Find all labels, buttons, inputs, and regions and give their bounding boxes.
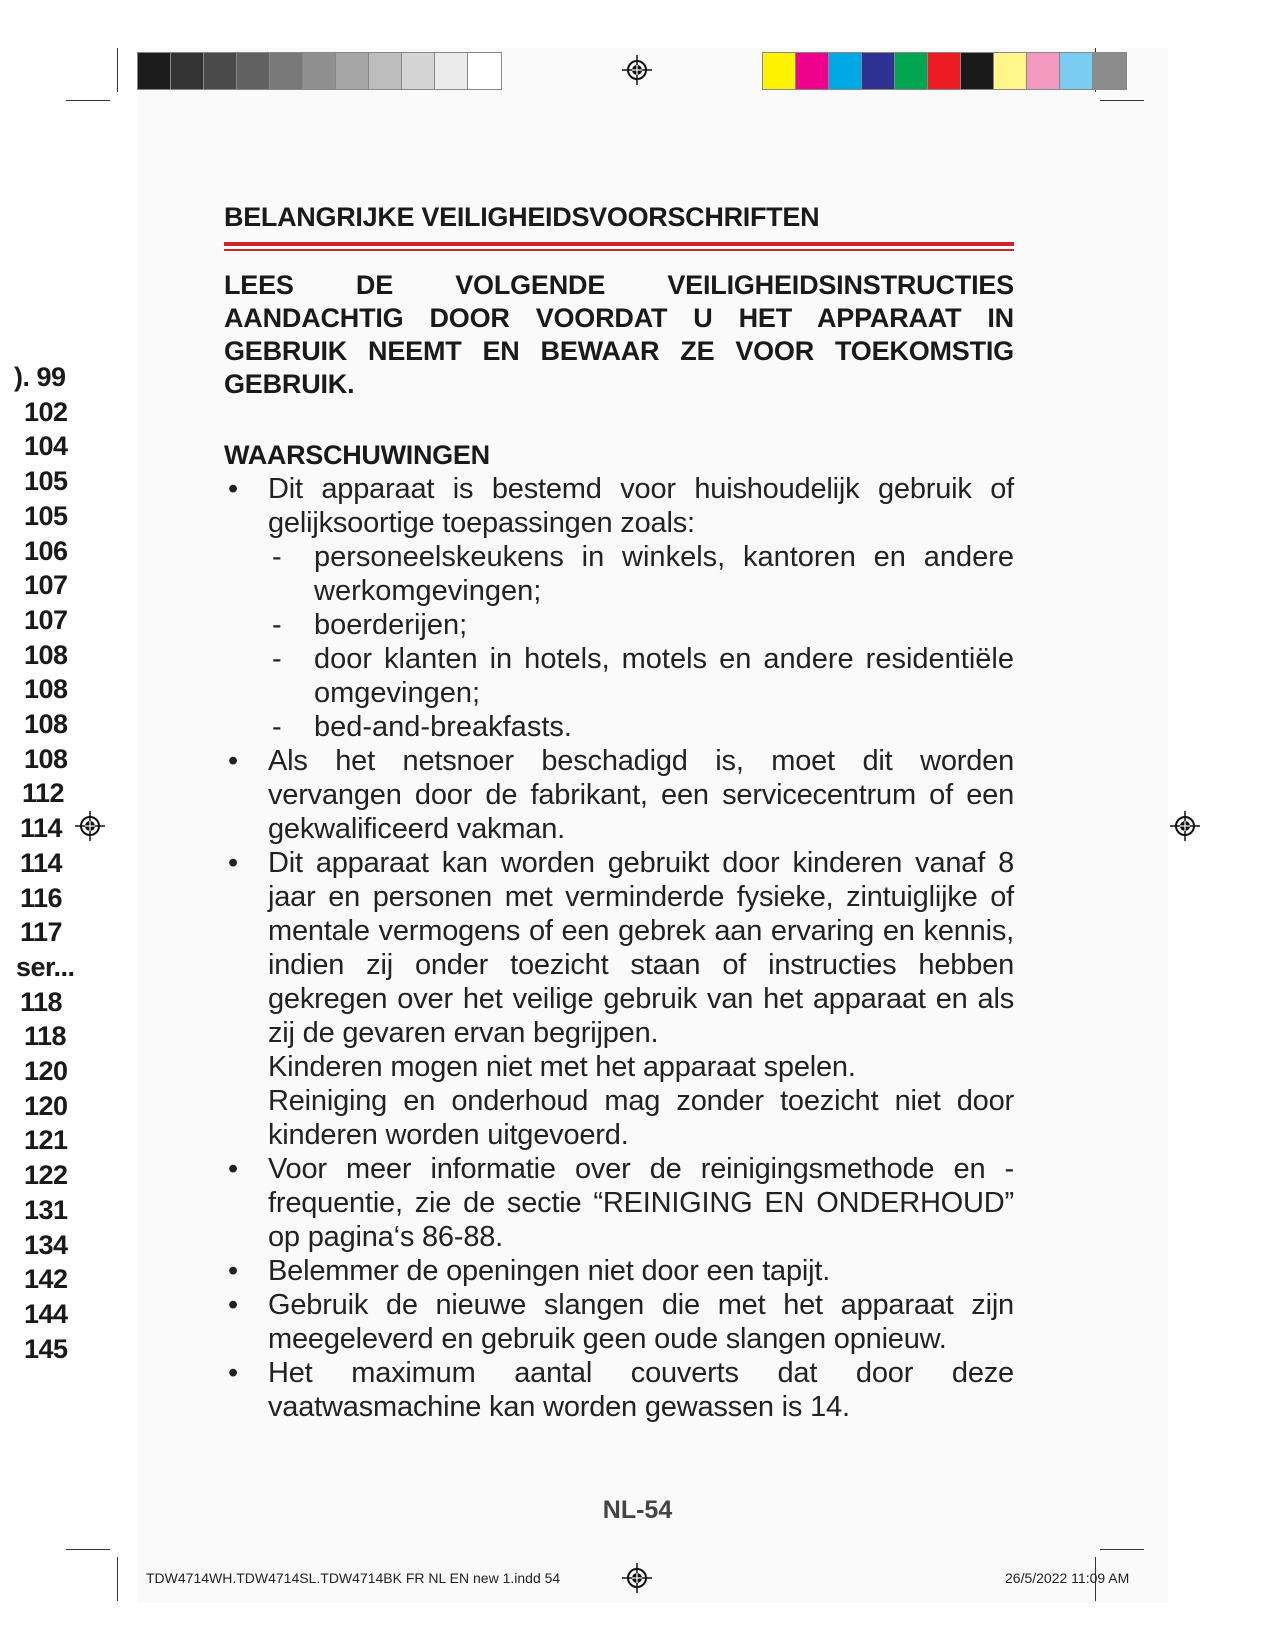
index-page-ref: 114	[20, 847, 63, 878]
color-swatch	[1060, 53, 1093, 89]
color-swatch	[435, 53, 468, 89]
bullet-text: Als het netsnoer beschadigd is, moet dit worden vervangen door de fabrikant, een servicecentrum of een gekwalificeerd vakman.	[268, 745, 1014, 845]
main-content	[224, 200, 1014, 1424]
color-swatch	[1093, 53, 1126, 89]
index-page-ref: 114	[20, 813, 63, 844]
registration-mark-icon	[622, 1563, 652, 1593]
color-swatch	[369, 53, 402, 89]
color-swatch	[928, 53, 961, 89]
bullet-icon: •	[228, 473, 238, 505]
bullet-item	[224, 1254, 1014, 1288]
index-page-ref: 116	[20, 882, 63, 913]
registration-mark-icon	[622, 55, 652, 85]
index-page-ref: 107	[24, 604, 68, 635]
bullet-icon: •	[228, 1255, 238, 1287]
color-swatch	[1027, 53, 1060, 89]
color-swatch	[303, 53, 336, 89]
bullet-item	[224, 472, 1014, 540]
color-swatch	[336, 53, 369, 89]
color-swatch	[895, 53, 928, 89]
bullet-paragraph: Kinderen mogen niet met het apparaat spelen.	[268, 1051, 856, 1083]
index-page-ref: 107	[24, 570, 68, 601]
crop-mark	[1100, 1549, 1144, 1550]
color-swatch	[237, 53, 270, 89]
index-page-ref: 108	[24, 743, 68, 774]
bullet-item	[224, 1152, 1014, 1254]
index-page-ref: 121	[24, 1125, 68, 1156]
index-page-ref: 117	[20, 917, 63, 948]
warnings-list	[224, 472, 1014, 1424]
page-title: BELANGRIJKE VEILIGHEIDSVOORSCHRIFTEN	[224, 202, 820, 232]
list-item	[224, 846, 1014, 1152]
crop-mark	[66, 100, 110, 101]
bullet-text: Dit apparaat is bestemd voor huishoudelijk gebruik of gelijksoortige toepassingen zoals:	[268, 473, 1014, 539]
index-page-ref: 134	[24, 1229, 68, 1260]
color-swatch	[862, 53, 895, 89]
registration-mark-icon	[1170, 811, 1200, 841]
bullet-item	[224, 744, 1014, 846]
bullet-icon: •	[228, 1289, 238, 1321]
sub-item-text: bed-and-breakfasts.	[314, 711, 572, 743]
color-swatch	[270, 53, 303, 89]
list-item	[224, 1288, 1014, 1356]
color-swatch	[402, 53, 435, 89]
bullet-item	[224, 846, 1014, 1050]
dash-icon: -	[272, 643, 282, 675]
bullet-item	[224, 1288, 1014, 1356]
sub-item	[224, 608, 1014, 642]
list-item	[224, 472, 1014, 744]
bullet-text: Het maximum aantal couverts dat door deze vaatwasmachine kan worden gewassen is 14.	[268, 1357, 1014, 1423]
index-page-ref: 144	[24, 1298, 68, 1329]
index-page-ref: ser...	[16, 951, 75, 982]
slug-datetime: 26/5/2022 11:09 AM	[1005, 1570, 1130, 1586]
index-page-ref: 145	[24, 1333, 68, 1364]
index-page-ref: 106	[24, 535, 68, 566]
index-page-ref: 105	[24, 466, 68, 497]
index-page-ref: ). 99	[14, 362, 66, 392]
bullet-text: Voor meer informatie over de reinigingsmethode en -frequentie, zie de sectie “REINIGING EN ONDERHOUD” op pagina‘s 86-88.	[268, 1153, 1014, 1253]
crop-mark	[117, 1557, 118, 1601]
process-color-bar	[762, 52, 1127, 90]
bullet-icon: •	[228, 847, 238, 879]
index-page-ref: 104	[24, 431, 68, 462]
dash-icon: -	[272, 609, 282, 641]
index-page-ref: 108	[24, 639, 68, 670]
intro-instruction: LEES DE VOLGENDE VEILIGHEIDSINSTRUCTIES AANDACHTIG DOOR VOORDAT U HET APPARAAT IN GEBRUIK NEEMT EN BEWAAR ZE VOOR TOEKOMSTIG GEBRUIK.	[224, 270, 1014, 399]
warnings-heading: WAARSCHUWINGEN	[224, 440, 490, 470]
color-swatch	[961, 53, 994, 89]
color-swatch	[763, 53, 796, 89]
color-swatch	[829, 53, 862, 89]
sub-item	[224, 710, 1014, 744]
color-swatch	[171, 53, 204, 89]
color-swatch	[204, 53, 237, 89]
color-swatch	[468, 53, 501, 89]
dash-icon: -	[272, 541, 282, 573]
registration-mark-icon	[75, 811, 105, 841]
bullet-text: Gebruik de nieuwe slangen die met het apparaat zijn meegeleverd en gebruik geen oude slangen opnieuw.	[268, 1289, 1014, 1355]
index-page-ref: 112	[22, 778, 65, 809]
index-page-ref: 142	[24, 1264, 68, 1295]
bullet-icon: •	[228, 1153, 238, 1185]
grayscale-color-bar	[137, 52, 502, 90]
dash-icon: -	[272, 711, 282, 743]
list-item	[224, 744, 1014, 846]
sub-item-text: boerderijen;	[314, 609, 468, 641]
list-item	[224, 1152, 1014, 1254]
color-swatch	[994, 53, 1027, 89]
sub-item-text: door klanten in hotels, motels en andere residentiële omgevingen;	[314, 643, 1014, 709]
bullet-icon: •	[228, 745, 238, 777]
color-swatch	[138, 53, 171, 89]
index-page-ref: 105	[24, 500, 68, 531]
index-page-ref: 108	[24, 709, 68, 739]
color-swatch	[796, 53, 829, 89]
bullet-item	[224, 1356, 1014, 1424]
sub-item	[224, 540, 1014, 608]
index-page-ref: 108	[24, 674, 68, 705]
sub-item-text: personeelskeukens in winkels, kantoren en andere werkomgevingen;	[314, 541, 1014, 607]
index-page-ref: 118	[20, 986, 63, 1017]
bullet-icon: •	[228, 1357, 238, 1389]
crop-mark	[1100, 100, 1144, 101]
slug-filename: TDW4714WH.TDW4714SL.TDW4714BK FR NL EN new 1.indd 54	[146, 1570, 561, 1586]
crop-mark	[117, 48, 118, 92]
bullet-text: Dit apparaat kan worden gebruikt door kinderen vanaf 8 jaar en personen met verminderde fysieke, zintuiglijke of mentale vermogens of een gebrek aan ervaring en kennis, indien zij onder toezicht staan of instructies hebben gekregen over het veilige gebruik van het apparaat en als zij de gevaren ervan begrijpen.	[268, 847, 1014, 1049]
bullet-text: Belemmer de openingen niet door een tapijt.	[268, 1255, 831, 1287]
index-page-ref: 118	[24, 1021, 67, 1052]
index-page-ref: 131	[24, 1194, 68, 1225]
index-page-ref: 102	[24, 396, 68, 427]
sub-item	[224, 642, 1014, 710]
list-item	[224, 1356, 1014, 1424]
list-item	[224, 1254, 1014, 1288]
title-underline-thin	[224, 249, 1014, 251]
bullet-paragraph: Reiniging en onderhoud mag zonder toezicht niet door kinderen worden uitgevoerd.	[268, 1085, 1014, 1151]
crop-mark	[66, 1549, 110, 1550]
index-page-ref: 120	[24, 1090, 68, 1121]
index-page-ref: 122	[24, 1160, 68, 1191]
index-page-ref: 120	[24, 1056, 68, 1086]
page-number: NL-54	[602, 1496, 673, 1524]
